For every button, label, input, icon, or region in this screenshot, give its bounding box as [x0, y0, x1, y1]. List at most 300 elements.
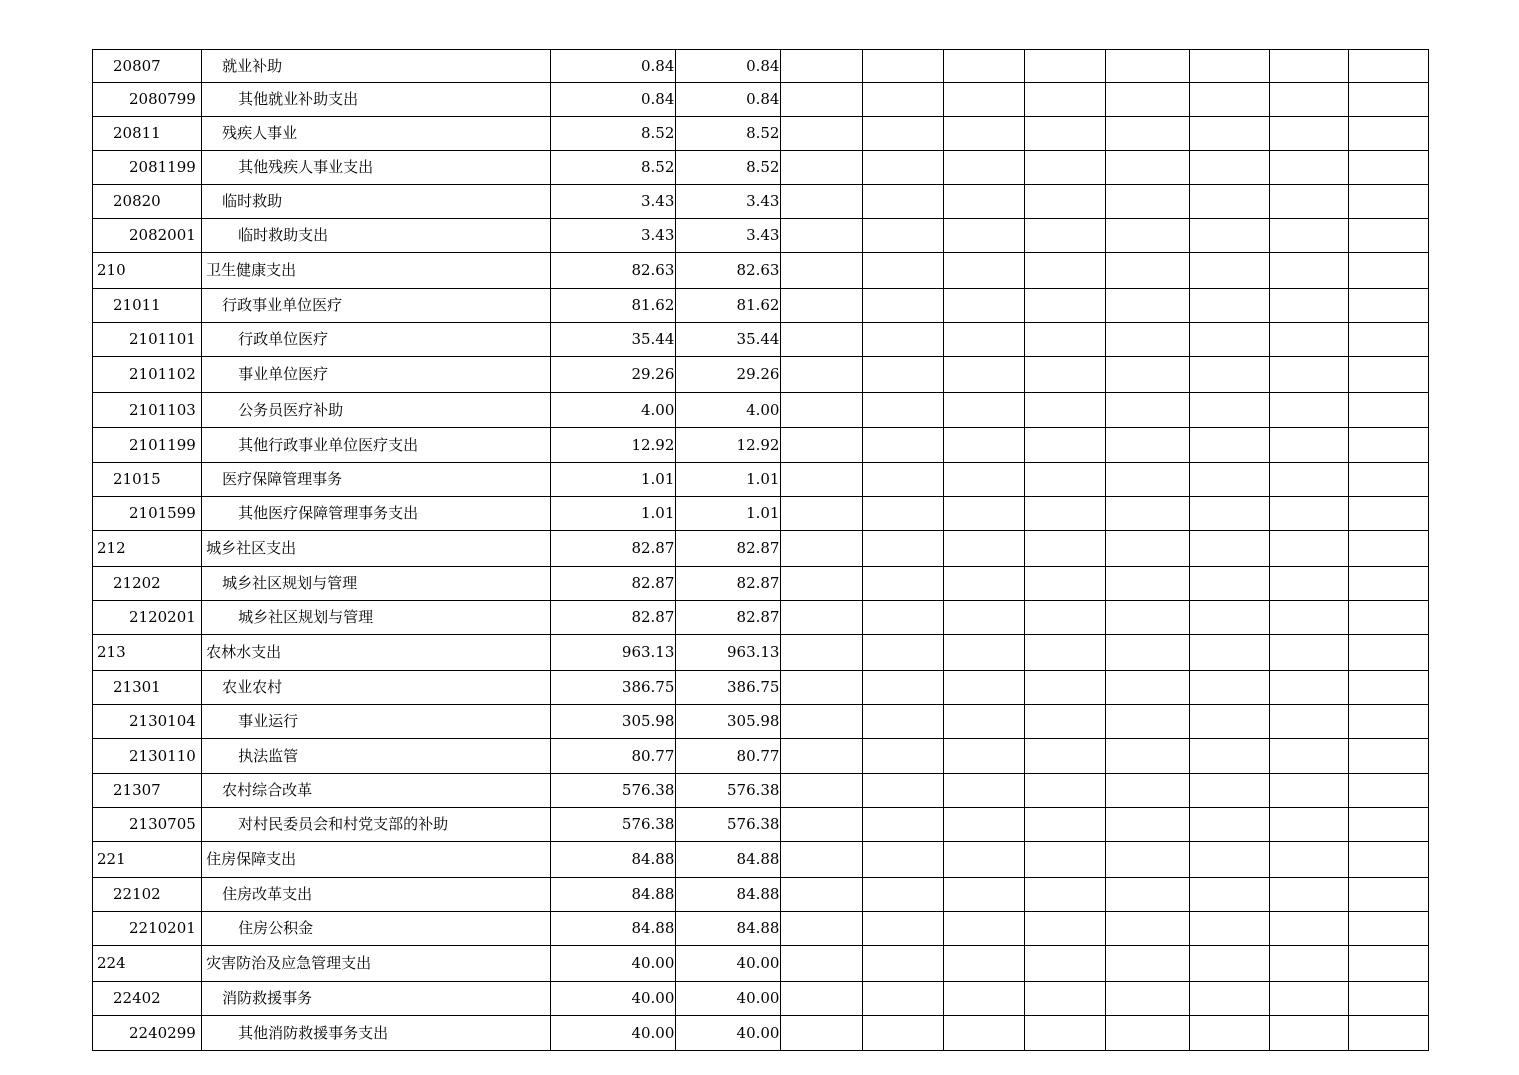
basic-expenditure-cell: 3.43 — [676, 185, 781, 219]
empty-cell — [1348, 151, 1428, 185]
empty-cell — [862, 463, 943, 497]
empty-cell — [943, 946, 1024, 982]
empty-cell — [862, 83, 943, 117]
empty-cell — [781, 393, 862, 428]
empty-cell — [943, 601, 1024, 635]
table-row — [93, 808, 1429, 842]
empty-cell — [781, 50, 862, 83]
total-amount-cell: 82.87 — [551, 601, 676, 635]
empty-cell — [1269, 83, 1348, 117]
empty-cell — [1189, 531, 1269, 567]
empty-cell — [1348, 428, 1428, 463]
empty-cell — [1269, 739, 1348, 774]
table-row — [93, 946, 1429, 982]
empty-cell — [1269, 774, 1348, 808]
empty-cell — [862, 671, 943, 705]
table-row — [93, 982, 1429, 1016]
empty-cell — [862, 117, 943, 151]
empty-cell — [1024, 946, 1105, 982]
empty-cell — [781, 774, 862, 808]
empty-cell — [1189, 842, 1269, 878]
empty-cell — [1269, 253, 1348, 289]
empty-cell — [1269, 289, 1348, 323]
basic-expenditure-cell: 29.26 — [676, 357, 781, 393]
table-row — [93, 1016, 1429, 1051]
basic-expenditure-cell: 4.00 — [676, 393, 781, 428]
empty-cell — [943, 739, 1024, 774]
basic-expenditure-cell: 84.88 — [676, 878, 781, 912]
basic-expenditure-cell: 305.98 — [676, 705, 781, 739]
empty-cell — [1348, 878, 1428, 912]
total-amount-cell: 1.01 — [551, 497, 676, 531]
empty-cell — [862, 808, 943, 842]
total-amount-cell: 80.77 — [551, 739, 676, 774]
basic-expenditure-cell: 12.92 — [676, 428, 781, 463]
empty-cell — [862, 567, 943, 601]
empty-cell — [1024, 705, 1105, 739]
empty-cell — [1269, 808, 1348, 842]
empty-cell — [862, 878, 943, 912]
empty-cell — [1189, 117, 1269, 151]
empty-cell — [1348, 1016, 1428, 1051]
empty-cell — [943, 393, 1024, 428]
subject-name-cell: 农村综合改革 — [202, 774, 551, 808]
total-amount-cell: 3.43 — [551, 185, 676, 219]
empty-cell — [1105, 601, 1189, 635]
empty-cell — [781, 323, 862, 357]
total-amount-cell: 0.84 — [551, 50, 676, 83]
basic-expenditure-cell: 82.87 — [676, 567, 781, 601]
empty-cell — [862, 219, 943, 253]
table-row — [93, 912, 1429, 946]
empty-cell — [1348, 808, 1428, 842]
empty-cell — [1189, 1016, 1269, 1051]
empty-cell — [1348, 705, 1428, 739]
empty-cell — [1024, 428, 1105, 463]
total-amount-cell: 576.38 — [551, 774, 676, 808]
empty-cell — [1105, 567, 1189, 601]
empty-cell — [1348, 185, 1428, 219]
empty-cell — [1105, 253, 1189, 289]
subject-name-cell: 农林水支出 — [202, 635, 551, 671]
basic-expenditure-cell: 1.01 — [676, 497, 781, 531]
empty-cell — [781, 253, 862, 289]
empty-cell — [862, 982, 943, 1016]
empty-cell — [862, 289, 943, 323]
empty-cell — [1024, 463, 1105, 497]
total-amount-cell: 29.26 — [551, 357, 676, 393]
subject-code-cell: 2101102 — [93, 357, 202, 393]
empty-cell — [862, 497, 943, 531]
empty-cell — [1348, 842, 1428, 878]
subject-code-cell: 2082001 — [93, 219, 202, 253]
subject-name-cell: 住房改革支出 — [202, 878, 551, 912]
empty-cell — [1269, 357, 1348, 393]
empty-cell — [1348, 117, 1428, 151]
empty-cell — [781, 531, 862, 567]
empty-cell — [1269, 219, 1348, 253]
basic-expenditure-cell: 82.87 — [676, 531, 781, 567]
empty-cell — [943, 671, 1024, 705]
total-amount-cell: 84.88 — [551, 912, 676, 946]
empty-cell — [1105, 357, 1189, 393]
basic-expenditure-cell: 8.52 — [676, 117, 781, 151]
subject-code-cell: 22402 — [93, 982, 202, 1016]
basic-expenditure-cell: 84.88 — [676, 912, 781, 946]
table-row — [93, 117, 1429, 151]
empty-cell — [1105, 671, 1189, 705]
total-amount-cell: 40.00 — [551, 946, 676, 982]
empty-cell — [1348, 774, 1428, 808]
empty-cell — [1189, 774, 1269, 808]
basic-expenditure-cell: 576.38 — [676, 774, 781, 808]
table-row — [93, 739, 1429, 774]
total-amount-cell: 84.88 — [551, 878, 676, 912]
subject-name-cell: 事业单位医疗 — [202, 357, 551, 393]
table-body — [93, 50, 1429, 1051]
table-row — [93, 289, 1429, 323]
empty-cell — [1105, 635, 1189, 671]
subject-code-cell: 224 — [93, 946, 202, 982]
empty-cell — [1105, 878, 1189, 912]
empty-cell — [862, 185, 943, 219]
empty-cell — [943, 83, 1024, 117]
empty-cell — [781, 151, 862, 185]
subject-code-cell: 212 — [93, 531, 202, 567]
empty-cell — [1189, 289, 1269, 323]
empty-cell — [1348, 635, 1428, 671]
empty-cell — [862, 357, 943, 393]
empty-cell — [1105, 83, 1189, 117]
empty-cell — [1105, 808, 1189, 842]
empty-cell — [1348, 50, 1428, 83]
empty-cell — [1189, 912, 1269, 946]
subject-name-cell: 城乡社区规划与管理 — [202, 601, 551, 635]
empty-cell — [943, 531, 1024, 567]
empty-cell — [943, 50, 1024, 83]
empty-cell — [781, 83, 862, 117]
basic-expenditure-cell: 82.63 — [676, 253, 781, 289]
empty-cell — [1348, 912, 1428, 946]
subject-name-cell: 执法监管 — [202, 739, 551, 774]
subject-code-cell: 2081199 — [93, 151, 202, 185]
empty-cell — [943, 774, 1024, 808]
empty-cell — [1269, 531, 1348, 567]
empty-cell — [781, 497, 862, 531]
empty-cell — [862, 705, 943, 739]
empty-cell — [781, 357, 862, 393]
subject-code-cell: 21202 — [93, 567, 202, 601]
empty-cell — [1024, 739, 1105, 774]
budget-expenditure-table — [92, 49, 1429, 1051]
table-row — [93, 774, 1429, 808]
empty-cell — [862, 912, 943, 946]
empty-cell — [1269, 117, 1348, 151]
table-row — [93, 393, 1429, 428]
empty-cell — [1105, 912, 1189, 946]
total-amount-cell: 82.87 — [551, 567, 676, 601]
total-amount-cell: 81.62 — [551, 289, 676, 323]
subject-name-cell: 住房公积金 — [202, 912, 551, 946]
empty-cell — [862, 428, 943, 463]
empty-cell — [1189, 497, 1269, 531]
empty-cell — [1189, 393, 1269, 428]
table-row — [93, 83, 1429, 117]
empty-cell — [1105, 117, 1189, 151]
subject-code-cell: 2120201 — [93, 601, 202, 635]
subject-code-cell: 2080799 — [93, 83, 202, 117]
empty-cell — [1105, 323, 1189, 357]
subject-name-cell: 就业补助 — [202, 50, 551, 83]
total-amount-cell: 82.87 — [551, 531, 676, 567]
basic-expenditure-cell: 82.87 — [676, 601, 781, 635]
total-amount-cell: 305.98 — [551, 705, 676, 739]
empty-cell — [943, 151, 1024, 185]
empty-cell — [1269, 323, 1348, 357]
empty-cell — [1189, 808, 1269, 842]
total-amount-cell: 576.38 — [551, 808, 676, 842]
basic-expenditure-cell: 40.00 — [676, 1016, 781, 1051]
empty-cell — [862, 531, 943, 567]
subject-code-cell: 2101103 — [93, 393, 202, 428]
empty-cell — [781, 185, 862, 219]
empty-cell — [1024, 878, 1105, 912]
basic-expenditure-cell: 80.77 — [676, 739, 781, 774]
subject-code-cell: 2101599 — [93, 497, 202, 531]
table-row — [93, 671, 1429, 705]
subject-name-cell: 城乡社区支出 — [202, 531, 551, 567]
subject-code-cell: 20807 — [93, 50, 202, 83]
empty-cell — [781, 842, 862, 878]
empty-cell — [1189, 151, 1269, 185]
empty-cell — [1189, 705, 1269, 739]
empty-cell — [1024, 1016, 1105, 1051]
subject-code-cell: 21301 — [93, 671, 202, 705]
empty-cell — [1189, 83, 1269, 117]
empty-cell — [1024, 50, 1105, 83]
subject-name-cell: 卫生健康支出 — [202, 253, 551, 289]
empty-cell — [781, 739, 862, 774]
empty-cell — [1189, 878, 1269, 912]
subject-code-cell: 20820 — [93, 185, 202, 219]
subject-name-cell: 行政单位医疗 — [202, 323, 551, 357]
empty-cell — [781, 289, 862, 323]
empty-cell — [943, 912, 1024, 946]
empty-cell — [1189, 463, 1269, 497]
subject-name-cell: 其他就业补助支出 — [202, 83, 551, 117]
subject-name-cell: 其他医疗保障管理事务支出 — [202, 497, 551, 531]
empty-cell — [1189, 357, 1269, 393]
empty-cell — [943, 808, 1024, 842]
subject-name-cell: 住房保障支出 — [202, 842, 551, 878]
subject-name-cell: 其他残疾人事业支出 — [202, 151, 551, 185]
subject-code-cell: 21307 — [93, 774, 202, 808]
empty-cell — [781, 671, 862, 705]
basic-expenditure-cell: 40.00 — [676, 946, 781, 982]
subject-name-cell: 其他消防救援事务支出 — [202, 1016, 551, 1051]
empty-cell — [862, 946, 943, 982]
subject-name-cell: 事业运行 — [202, 705, 551, 739]
empty-cell — [1269, 497, 1348, 531]
empty-cell — [781, 428, 862, 463]
empty-cell — [1269, 1016, 1348, 1051]
empty-cell — [1024, 842, 1105, 878]
total-amount-cell: 963.13 — [551, 635, 676, 671]
empty-cell — [1348, 323, 1428, 357]
empty-cell — [1269, 185, 1348, 219]
subject-code-cell: 2130110 — [93, 739, 202, 774]
empty-cell — [1189, 671, 1269, 705]
empty-cell — [1189, 635, 1269, 671]
table-row — [93, 635, 1429, 671]
empty-cell — [1189, 567, 1269, 601]
empty-cell — [1024, 774, 1105, 808]
table-row — [93, 567, 1429, 601]
empty-cell — [943, 428, 1024, 463]
empty-cell — [1024, 531, 1105, 567]
basic-expenditure-cell: 0.84 — [676, 83, 781, 117]
empty-cell — [1269, 946, 1348, 982]
empty-cell — [943, 323, 1024, 357]
subject-code-cell: 213 — [93, 635, 202, 671]
subject-code-cell: 2130104 — [93, 705, 202, 739]
empty-cell — [1024, 601, 1105, 635]
empty-cell — [1105, 739, 1189, 774]
subject-name-cell: 城乡社区规划与管理 — [202, 567, 551, 601]
subject-code-cell: 20811 — [93, 117, 202, 151]
subject-code-cell: 221 — [93, 842, 202, 878]
empty-cell — [1269, 912, 1348, 946]
basic-expenditure-cell: 84.88 — [676, 842, 781, 878]
basic-expenditure-cell: 35.44 — [676, 323, 781, 357]
empty-cell — [781, 463, 862, 497]
subject-code-cell: 21015 — [93, 463, 202, 497]
basic-expenditure-cell: 963.13 — [676, 635, 781, 671]
empty-cell — [781, 946, 862, 982]
basic-expenditure-cell: 386.75 — [676, 671, 781, 705]
empty-cell — [1269, 428, 1348, 463]
empty-cell — [943, 705, 1024, 739]
empty-cell — [1105, 705, 1189, 739]
subject-name-cell: 临时救助支出 — [202, 219, 551, 253]
empty-cell — [1269, 842, 1348, 878]
total-amount-cell: 0.84 — [551, 83, 676, 117]
empty-cell — [1189, 601, 1269, 635]
empty-cell — [1024, 83, 1105, 117]
empty-cell — [1269, 50, 1348, 83]
table-row — [93, 463, 1429, 497]
empty-cell — [1269, 878, 1348, 912]
empty-cell — [1105, 219, 1189, 253]
empty-cell — [781, 1016, 862, 1051]
empty-cell — [943, 219, 1024, 253]
table-row — [93, 705, 1429, 739]
subject-code-cell: 21011 — [93, 289, 202, 323]
empty-cell — [1189, 185, 1269, 219]
subject-name-cell: 临时救助 — [202, 185, 551, 219]
empty-cell — [1269, 463, 1348, 497]
table-row — [93, 219, 1429, 253]
empty-cell — [1348, 531, 1428, 567]
empty-cell — [1105, 774, 1189, 808]
empty-cell — [862, 635, 943, 671]
empty-cell — [1348, 982, 1428, 1016]
empty-cell — [1269, 705, 1348, 739]
basic-expenditure-cell: 8.52 — [676, 151, 781, 185]
empty-cell — [1269, 601, 1348, 635]
table-row — [93, 253, 1429, 289]
subject-code-cell: 22102 — [93, 878, 202, 912]
subject-code-cell: 2240299 — [93, 1016, 202, 1051]
empty-cell — [943, 982, 1024, 1016]
empty-cell — [943, 357, 1024, 393]
table-row — [93, 185, 1429, 219]
empty-cell — [1024, 289, 1105, 323]
empty-cell — [1024, 912, 1105, 946]
empty-cell — [862, 1016, 943, 1051]
empty-cell — [1348, 253, 1428, 289]
empty-cell — [943, 117, 1024, 151]
total-amount-cell: 12.92 — [551, 428, 676, 463]
empty-cell — [943, 1016, 1024, 1051]
total-amount-cell: 40.00 — [551, 982, 676, 1016]
total-amount-cell: 40.00 — [551, 1016, 676, 1051]
empty-cell — [1348, 567, 1428, 601]
table-row — [93, 601, 1429, 635]
empty-cell — [1189, 323, 1269, 357]
total-amount-cell: 4.00 — [551, 393, 676, 428]
empty-cell — [1024, 185, 1105, 219]
empty-cell — [1348, 83, 1428, 117]
empty-cell — [1348, 463, 1428, 497]
total-amount-cell: 3.43 — [551, 219, 676, 253]
empty-cell — [862, 50, 943, 83]
empty-cell — [1105, 289, 1189, 323]
empty-cell — [1024, 253, 1105, 289]
empty-cell — [1105, 50, 1189, 83]
empty-cell — [1105, 1016, 1189, 1051]
empty-cell — [1348, 671, 1428, 705]
empty-cell — [1189, 428, 1269, 463]
subject-name-cell: 灾害防治及应急管理支出 — [202, 946, 551, 982]
empty-cell — [781, 982, 862, 1016]
empty-cell — [943, 253, 1024, 289]
table-row — [93, 323, 1429, 357]
empty-cell — [781, 912, 862, 946]
subject-name-cell: 农业农村 — [202, 671, 551, 705]
empty-cell — [1189, 739, 1269, 774]
basic-expenditure-cell: 3.43 — [676, 219, 781, 253]
subject-name-cell: 消防救援事务 — [202, 982, 551, 1016]
empty-cell — [1024, 808, 1105, 842]
empty-cell — [1269, 151, 1348, 185]
empty-cell — [1105, 428, 1189, 463]
basic-expenditure-cell: 1.01 — [676, 463, 781, 497]
empty-cell — [781, 567, 862, 601]
total-amount-cell: 82.63 — [551, 253, 676, 289]
empty-cell — [862, 253, 943, 289]
subject-name-cell: 残疾人事业 — [202, 117, 551, 151]
empty-cell — [1269, 567, 1348, 601]
empty-cell — [1189, 219, 1269, 253]
subject-code-cell: 210 — [93, 253, 202, 289]
subject-code-cell: 2210201 — [93, 912, 202, 946]
empty-cell — [1024, 567, 1105, 601]
empty-cell — [781, 635, 862, 671]
empty-cell — [862, 601, 943, 635]
empty-cell — [1105, 185, 1189, 219]
subject-name-cell: 对村民委员会和村党支部的补助 — [202, 808, 551, 842]
